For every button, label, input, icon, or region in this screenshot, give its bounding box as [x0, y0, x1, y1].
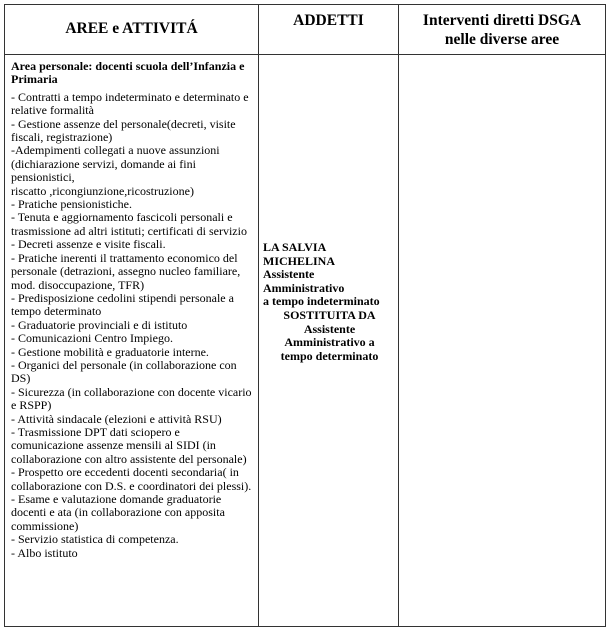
staff-role-line1: Assistente — [263, 267, 315, 282]
activity-item: - Gestione assenze del personale(decreti, visite fiscali, registrazione) — [11, 116, 236, 145]
substitute-role-line1: Assistente — [303, 321, 356, 336]
header-addetti-label: ADDETTI — [293, 12, 364, 29]
activity-item: - Organici del personale (in collaborazione con DS) — [11, 357, 237, 386]
header-aree-attivita — [5, 5, 259, 55]
header-aree-attivita-label: AREE e ATTIVITÁ — [65, 20, 198, 37]
activity-item: - Sicurezza (in collaborazione con docente vicario e RSPP) — [11, 384, 252, 413]
activity-list — [11, 91, 252, 560]
header-addetti — [259, 5, 399, 55]
staff-role-line2: Amministrativo — [263, 280, 345, 295]
header-interventi-dsga — [399, 5, 606, 55]
activity-item: - Comunicazioni Centro Impiego. — [11, 331, 173, 346]
activity-item: - Graduatorie provinciali e di istituto — [11, 317, 188, 332]
area-personale-row — [5, 55, 606, 627]
areas-table — [4, 4, 606, 627]
activity-item: - Gestione mobilità e graduatorie interne. — [11, 344, 209, 359]
header-interventi-line1: Interventi diretti DSGA — [422, 12, 582, 29]
substitute-role-line2: Amministrativo a — [284, 335, 375, 350]
staff-cell — [259, 55, 399, 627]
activity-item: - Pratiche inerenti il trattamento economico del personale (detrazioni, assegno nucleo familiare, mod. disoccupazione, TFR) — [11, 250, 241, 292]
area-title: Area personale: docenti scuola dell’Infanzia e Primaria — [11, 59, 245, 87]
activity-item: - Predisposizione cedolini stipendi personale a tempo determinato — [11, 290, 234, 319]
staff-contract: a tempo indeterminato — [263, 294, 380, 309]
activity-item: - Esame e valutazione domande graduatorie docenti e ata (in collaborazione con apposita commissione) — [11, 492, 225, 533]
activity-item: - Servizio statistica di competenza. — [11, 532, 179, 547]
activity-item: -Adempimenti collegati a nuove assunzioni (dichiarazione servizi, domande ai fini pensionistici, — [11, 143, 220, 185]
activity-item: riscatto ,ricongiunzione,ricostruzione) — [11, 183, 194, 198]
staff-substituted-by: SOSTITUITA DA — [283, 307, 376, 322]
activity-item: - Contratti a tempo indeterminato e determinato e relative formalità — [11, 89, 249, 118]
area-activities-cell — [5, 55, 259, 627]
header-row — [5, 5, 606, 55]
activity-item: - Trasmissione DPT dati sciopero e comunicazione assenze mensili al SIDI (in collaborazione con altro assistente del personale) — [11, 424, 247, 466]
staff-firstname: MICHELINA — [263, 253, 336, 268]
activity-item: - Attività sindacale (elezioni e attività RSU) — [11, 411, 222, 426]
activity-item: - Tenuta e aggiornamento fascicoli personali e trasmissione ad altri istituti; certificati di servizio — [11, 210, 247, 238]
activity-item: - Albo istituto — [11, 545, 78, 560]
staff-surname: LA SALVIA — [263, 240, 327, 254]
dsga-interventions-cell — [399, 55, 606, 627]
activity-item: - Decreti assenze e visite fiscali. — [11, 237, 166, 252]
activity-item: - Prospetto ore eccedenti docenti secondaria( in collaborazione con D.S. e coordinatori dei plessi). — [11, 465, 252, 493]
activity-item: - Pratiche pensionistiche. — [11, 197, 132, 212]
header-interventi-line2: nelle diverse aree — [444, 31, 560, 48]
substitute-contract: tempo determinato — [280, 348, 379, 363]
